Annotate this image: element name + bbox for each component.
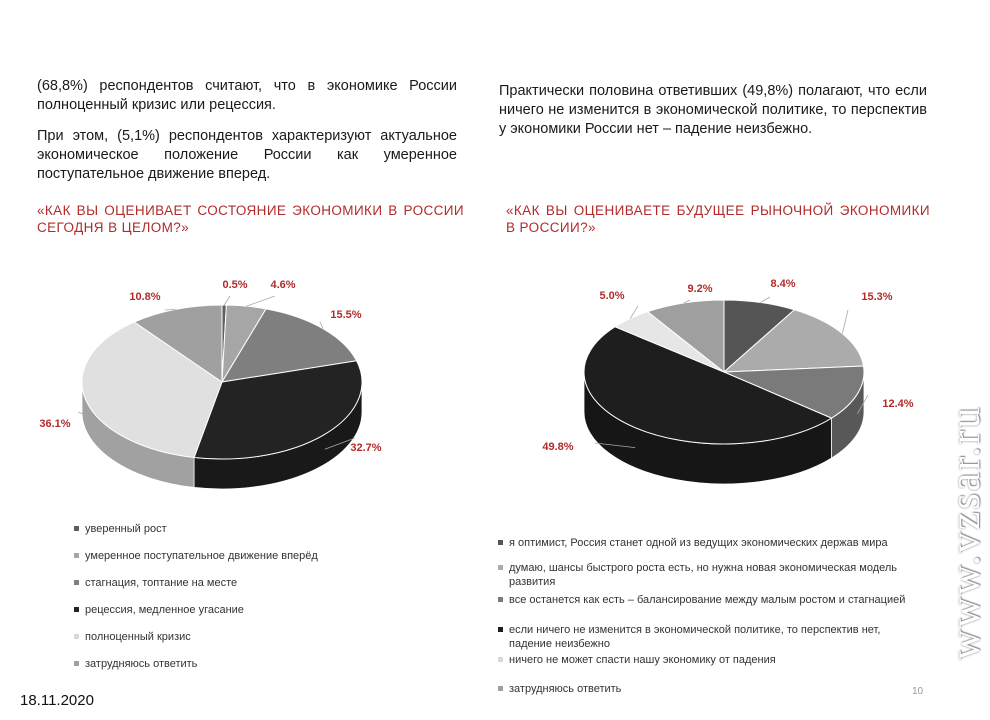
date-footer: 18.11.2020 bbox=[20, 692, 94, 709]
legend-marker bbox=[74, 607, 79, 612]
leader-line-1 bbox=[842, 310, 848, 334]
pie-chart-current-state bbox=[39, 279, 381, 489]
legend-label: затрудняюсь ответить bbox=[509, 683, 622, 695]
legend-marker bbox=[498, 597, 503, 602]
legend-item bbox=[498, 593, 910, 607]
legend-item bbox=[498, 536, 910, 550]
data-label-5: 9.2% bbox=[687, 283, 713, 295]
legend-item bbox=[74, 603, 474, 617]
data-label-1: 4.6% bbox=[270, 279, 296, 291]
data-label-2: 15.5% bbox=[330, 309, 362, 321]
legend-label: умеренное поступательное движение вперёд bbox=[85, 550, 318, 562]
data-label-0: 0.5% bbox=[222, 279, 248, 291]
legend-marker bbox=[498, 657, 503, 662]
legend-item bbox=[498, 561, 910, 589]
legend-item bbox=[498, 682, 910, 696]
legend-label: если ничего не изменится в экономической политике, то перспектив нет, падение неизбежно bbox=[509, 624, 881, 650]
data-label-4: 36.1% bbox=[39, 418, 71, 430]
legend-marker bbox=[74, 580, 79, 585]
pie-tops bbox=[82, 305, 362, 459]
legend-label: уверенный рост bbox=[85, 523, 167, 535]
legend-marker bbox=[74, 526, 79, 531]
chart-2-title: «КАК ВЫ ОЦЕНИВАЕТЕ БУДУЩЕЕ РЫНОЧНОЙ ЭКОНОМИКИ В РОССИИ?» bbox=[506, 203, 930, 235]
legend-marker bbox=[498, 540, 503, 545]
legend-marker bbox=[498, 627, 503, 632]
legend-marker bbox=[498, 565, 503, 570]
legend-item bbox=[498, 623, 910, 651]
legend-item bbox=[74, 522, 474, 536]
legend-future-outlook bbox=[498, 536, 918, 696]
legend-label: рецессия, медленное угасание bbox=[85, 604, 244, 616]
data-label-2: 12.4% bbox=[882, 398, 914, 410]
left-summary-p1: (68,8%) респондентов считают, что в экономике России полноценный кризис или рецессия. bbox=[37, 78, 457, 113]
data-label-3: 32.7% bbox=[350, 442, 382, 454]
page-number: 10 bbox=[912, 686, 924, 697]
legend-current-state bbox=[74, 522, 474, 682]
legend-marker bbox=[74, 661, 79, 666]
legend-item bbox=[74, 657, 474, 671]
leader-line-1 bbox=[246, 296, 275, 306]
data-label-1: 15.3% bbox=[861, 291, 893, 303]
legend-item bbox=[74, 576, 474, 590]
pie-chart-future-outlook bbox=[542, 278, 913, 484]
legend-label: я оптимист, Россия станет одной из ведущих экономических держав мира bbox=[509, 537, 888, 549]
legend-item bbox=[74, 630, 474, 644]
legend-label: полноценный кризис bbox=[85, 631, 191, 643]
legend-label: все останется как есть – балансирование между малым ростом и стагнацией bbox=[509, 594, 906, 606]
legend-item bbox=[74, 549, 474, 563]
legend-marker bbox=[498, 686, 503, 691]
data-label-0: 8.4% bbox=[770, 278, 796, 290]
legend-marker bbox=[74, 634, 79, 639]
site-watermark: www.vzsar.ru bbox=[943, 405, 989, 660]
leader-line-0 bbox=[760, 297, 770, 302]
data-label-4: 5.0% bbox=[599, 290, 625, 302]
leader-line-0 bbox=[224, 296, 230, 305]
chart-1-title: «КАК ВЫ ОЦЕНИВАЕТ СОСТОЯНИЕ ЭКОНОМИКИ В РОССИИ СЕГОДНЯ В ЦЕЛОМ?» bbox=[37, 203, 464, 235]
data-label-3: 49.8% bbox=[542, 441, 574, 453]
legend-label: ничего не может спасти нашу экономику от падения bbox=[509, 654, 776, 666]
pie-tops bbox=[584, 300, 864, 444]
legend-label: затрудняюсь ответить bbox=[85, 658, 198, 670]
left-summary-p2: При этом, (5,1%) респондентов характеризуют актуальное экономическое положение России как умеренное поступательное движение вперед. bbox=[37, 128, 457, 182]
data-label-5: 10.8% bbox=[129, 291, 161, 303]
right-summary-p1: Практически половина ответивших (49,8%) полагают, что если ничего не изменится в экономической политике, то перспектив у экономики России нет – падение неизбежно. bbox=[499, 83, 927, 137]
legend-marker bbox=[74, 553, 79, 558]
legend-label: стагнация, топтание на месте bbox=[85, 577, 238, 589]
legend-label: думаю, шансы быстрого роста есть, но нужна новая экономическая модель развития bbox=[509, 562, 898, 588]
legend-item bbox=[498, 653, 910, 667]
